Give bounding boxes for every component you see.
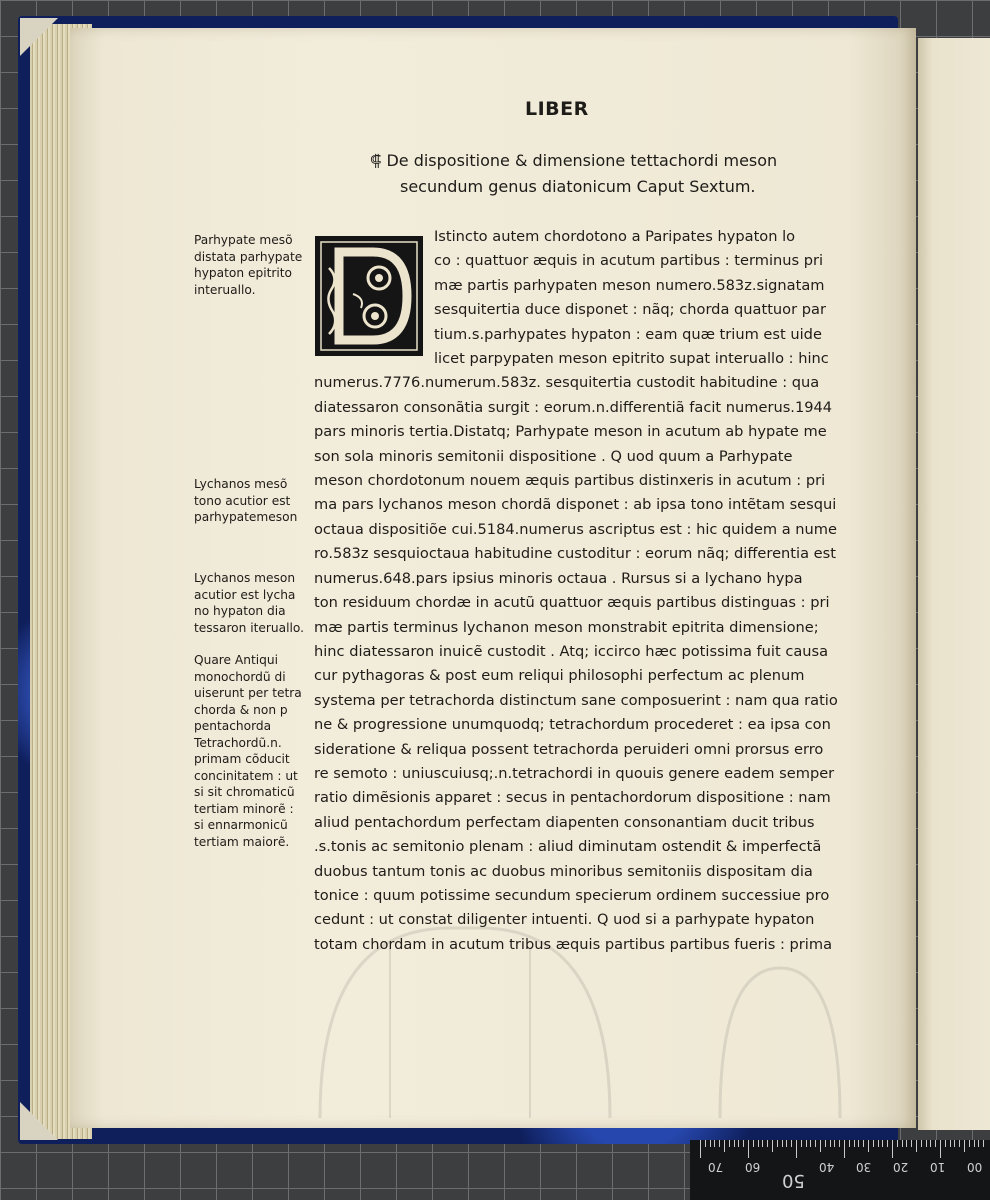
ruler-tick xyxy=(762,1140,763,1147)
margin-note-line: Tetrachordũ.n. xyxy=(194,735,282,750)
margin-note-line: Parhypate mesõ xyxy=(194,233,293,247)
chapter-heading-line-2: secundum genus diatonicum Caput Sextum. xyxy=(400,177,756,196)
ruler-tick xyxy=(758,1140,759,1147)
ruler-tick xyxy=(878,1140,879,1147)
ruler-tick xyxy=(782,1140,783,1147)
ruler-tick xyxy=(940,1140,941,1158)
ruler-label: 70 xyxy=(708,1160,724,1174)
margin-note-line: primam cõducit xyxy=(194,752,290,766)
margin-note-line: distata parhypate xyxy=(194,249,303,264)
text-line: hinc diatessaron inuicẽ custodit . Atq; iccirco hæc potissima fuit causa xyxy=(314,642,829,660)
text-line: ton residuum chordæ in acutũ quattuor æquis partibus distinguas : pri xyxy=(314,594,830,612)
ruler-tick xyxy=(921,1140,922,1147)
text-line: ma pars lychanos meson chordã disponet : ab ipsa tono intẽtam sesqui xyxy=(314,496,837,514)
margin-note-line: no hypaton dia xyxy=(194,604,286,618)
ruler-tick xyxy=(897,1140,898,1147)
margin-note-line: parhypatemeson xyxy=(194,510,298,524)
ruler-tick xyxy=(724,1140,725,1152)
ruler-tick xyxy=(796,1140,797,1158)
text-line: co : quattuor æquis in acutum partibus : terminus pri xyxy=(434,252,824,270)
ruler-tick xyxy=(863,1140,864,1147)
margin-note-line: tessaron iteruallo. xyxy=(194,620,304,635)
ruler-tick xyxy=(959,1140,960,1147)
text-line: pars minoris tertia.Distatq; Parhypate meson in acutum ab hypate me xyxy=(314,423,827,441)
margin-note-2 xyxy=(194,476,312,526)
ruler-label: 30 xyxy=(856,1160,872,1174)
margin-note-4 xyxy=(194,652,312,850)
ruler-tick xyxy=(969,1140,970,1147)
ruler-tick xyxy=(916,1140,917,1152)
ruler-tick xyxy=(753,1140,754,1147)
text-line: .s.tonis ac semitonio plenam : aliud diminutam ostendit & imperfectã xyxy=(314,838,822,856)
ruler-tick xyxy=(820,1140,821,1152)
ruler-label: 00 xyxy=(967,1160,983,1174)
text-line: duobus tantum tonis ac duobus minoribus semitoniis dispositam dia xyxy=(314,862,813,880)
ruler-tick xyxy=(873,1140,874,1147)
ruler-tick xyxy=(815,1140,816,1147)
ruler-tick xyxy=(844,1140,845,1158)
body-text xyxy=(314,225,844,957)
ruler-tick xyxy=(700,1140,701,1158)
ruler-tick xyxy=(834,1140,835,1147)
ruler-tick xyxy=(806,1140,807,1147)
ruler-tick xyxy=(777,1140,778,1147)
text-line: numerus.648.pars ipsius minoris octaua . Rursus si a lychano hypa xyxy=(314,569,803,587)
margin-note-line: Lychanos meson xyxy=(194,571,296,585)
ruler-tick xyxy=(839,1140,840,1147)
margin-note-line: si sit chromaticũ xyxy=(194,785,295,799)
text-line: octaua dispositiõe cui.5184.numerus ascriptus est : hic quidem a nume xyxy=(314,520,837,538)
text-line: ro.583z sesquioctaua habitudine custoditur : eorum nãq; differentia est xyxy=(314,545,836,563)
ruler-label: 50 xyxy=(782,1170,805,1191)
ruler-tick xyxy=(858,1140,859,1147)
ruler-tick xyxy=(748,1140,749,1158)
chapter-heading xyxy=(370,148,850,200)
ruler-tick xyxy=(830,1140,831,1147)
text-line: meson chordotonum nouem æquis partibus distinxeris in acutum : pri xyxy=(314,472,826,490)
margin-note-line: acutior est lycha xyxy=(194,587,296,602)
ruler-tick xyxy=(887,1140,888,1147)
ruler-tick xyxy=(825,1140,826,1147)
margin-note-line: pentachorda xyxy=(194,719,272,733)
text-line: systema per tetrachorda distinctum sane composuerint : nam qua ratio xyxy=(314,691,838,709)
ruler-tick xyxy=(734,1140,735,1147)
text-line: licet parpypaten meson epitrito supat interuallo : hinc xyxy=(434,350,829,368)
text-line: sesquitertia duce disponet : nãq; chorda quattuor par xyxy=(434,301,826,319)
text-line: son sola minoris semitonii dispositione . Q uod quum a Parhypate xyxy=(314,447,793,465)
margin-note-line: si ennarmonicũ xyxy=(194,818,288,832)
ruler-tick xyxy=(710,1140,711,1147)
ruler-tick xyxy=(791,1140,792,1147)
ruler-tick xyxy=(930,1140,931,1147)
margin-note-line: monochordũ di xyxy=(194,669,286,684)
ruler-tick xyxy=(950,1140,951,1147)
margin-note-line: tertiam maiorẽ. xyxy=(194,834,290,849)
ruler-tick xyxy=(882,1140,883,1147)
text-line: cedunt : ut constat diligenter intuenti. Q uod si a parhypate hypaton xyxy=(314,911,815,929)
ruler-tick xyxy=(810,1140,811,1147)
ruler-tick xyxy=(926,1140,927,1147)
cover-corner-bottom xyxy=(20,1102,58,1140)
chapter-heading-line-1: De dispositione & dimensione tettachordi meson xyxy=(386,151,778,170)
facing-page-edge xyxy=(918,38,990,1130)
margin-note-line: hypaton epitrito xyxy=(194,266,293,280)
margin-note-line: Quare Antiqui xyxy=(194,653,278,667)
text-line: mæ partis parhypaten meson numero.583z.signatam xyxy=(434,276,825,294)
margin-note-line: tertiam minorẽ : xyxy=(194,801,294,816)
ruler-tick xyxy=(772,1140,773,1152)
ruler-tick xyxy=(978,1140,979,1147)
ruler-tick xyxy=(705,1140,706,1147)
ruler-tick xyxy=(954,1140,955,1147)
ruler-label: 60 xyxy=(745,1160,761,1174)
ruler-label: 20 xyxy=(893,1160,909,1174)
ruler-tick xyxy=(945,1140,946,1147)
margin-note-line: Lychanos mesõ xyxy=(194,477,288,491)
ruler-tick xyxy=(738,1140,739,1147)
text-line: cur pythagoras & post eum reliqui philosophi perfectum ac plenum xyxy=(314,667,805,685)
ruler-tick xyxy=(902,1140,903,1147)
ruler-tick xyxy=(743,1140,744,1147)
text-line: totam chordam in acutum tribus æquis partibus partibus fueris : prima xyxy=(314,935,833,953)
text-line: ratio dimẽsionis apparet : secus in pentachordorum dispositione : nam xyxy=(314,789,831,807)
text-line: tonice : quum potissime secundum specierum ordinem successiue pro xyxy=(314,886,830,904)
margin-note-line: chorda & non p xyxy=(194,702,288,717)
ruler-tick xyxy=(729,1140,730,1147)
text-line: aliud pentachordum perfectam diapenten consonantiam ducit tribus xyxy=(314,813,815,831)
margin-note-line: tono acutior est xyxy=(194,493,291,508)
ruler-label: 10 xyxy=(930,1160,946,1174)
ruler-tick xyxy=(854,1140,855,1147)
ruler-tick xyxy=(983,1140,984,1147)
ruler-tick xyxy=(964,1140,965,1152)
text-line: re semoto : uniuscuiusq;.n.tetrachordi in quouis genere eadem semper xyxy=(314,764,835,782)
ruler-tick xyxy=(868,1140,869,1152)
text-line: sideratione & reliqua possent tetrachorda peruideri omni prorsus erro xyxy=(314,740,824,758)
measuring-ruler xyxy=(690,1140,990,1200)
ruler-tick xyxy=(906,1140,907,1147)
ruler-tick xyxy=(935,1140,936,1147)
cover-corner-top xyxy=(20,18,58,56)
margin-note-line: uiserunt per tetra xyxy=(194,686,302,700)
text-line: tium.s.parhypates hypaton : eam quæ trium est uide xyxy=(434,325,822,343)
text-line: diatessaron consonãtia surgit : eorum.n.differentiã facit numerus.1944 xyxy=(314,398,833,416)
margin-note-1 xyxy=(194,232,312,298)
running-head: LIBER xyxy=(525,98,589,120)
ruler-tick xyxy=(849,1140,850,1147)
ruler-tick xyxy=(714,1140,715,1147)
ruler-tick xyxy=(801,1140,802,1147)
margin-note-3 xyxy=(194,570,312,636)
paragraph-mark-icon: ⸿ xyxy=(370,151,382,170)
ruler-label: 40 xyxy=(819,1160,835,1174)
text-line: numerus.7776.numerum.583z. sesquitertia custodit habitudine : qua xyxy=(314,374,820,392)
margin-note-line: interuallo. xyxy=(194,282,256,297)
ruler-tick xyxy=(719,1140,720,1147)
ruler-tick xyxy=(767,1140,768,1147)
text-line: ne & progressione unumquodq; tetrachordum procederet : ea ipsa con xyxy=(314,716,831,734)
text-line: Istincto autem chordotono a Paripates hypaton lo xyxy=(434,228,796,245)
margin-note-line: concinitatem : ut xyxy=(194,768,298,783)
text-line: mæ partis terminus lychanon meson monstrabit epitrita dimensione; xyxy=(314,618,819,636)
ruler-tick xyxy=(911,1140,912,1147)
ruler-tick xyxy=(892,1140,893,1158)
ruler-tick xyxy=(786,1140,787,1147)
ruler-tick xyxy=(974,1140,975,1147)
